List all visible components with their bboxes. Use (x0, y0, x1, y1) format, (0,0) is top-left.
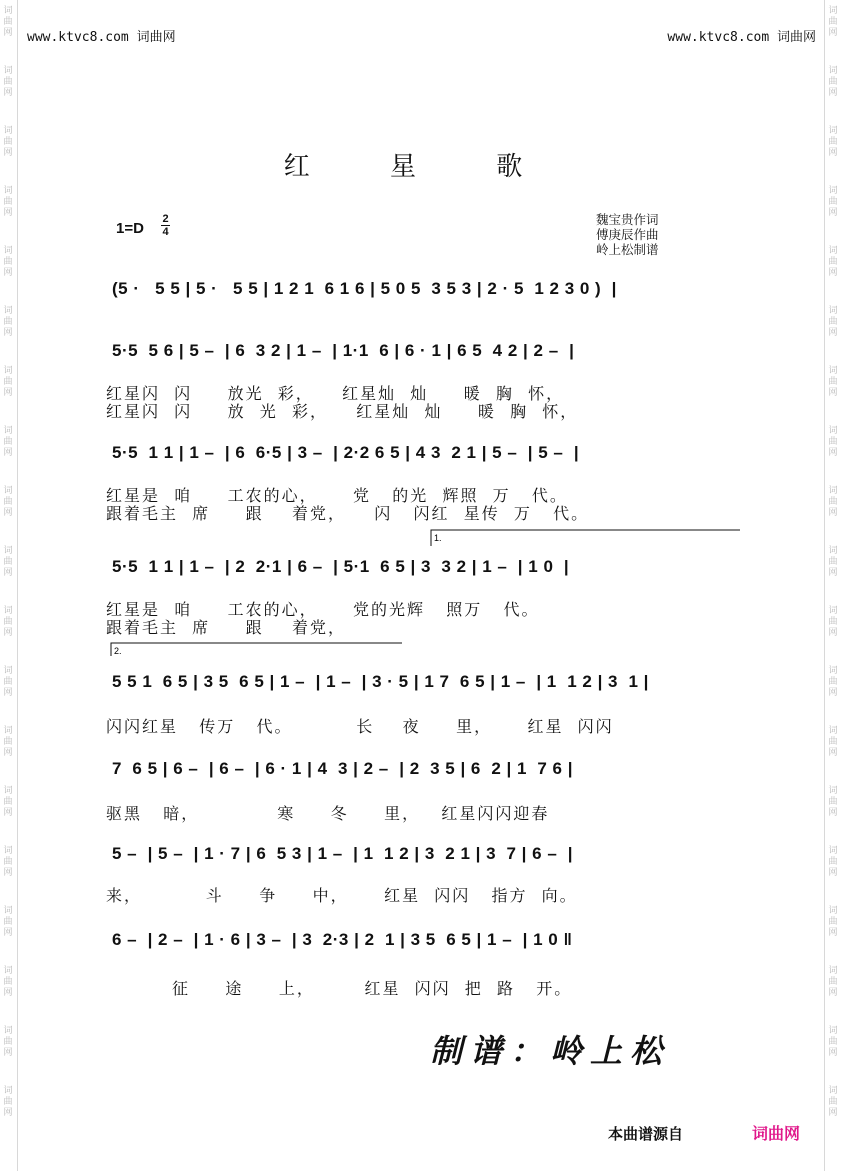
side-watermark: 词曲网 (3, 1086, 13, 1118)
side-watermark: 词曲网 (828, 186, 838, 218)
notation-row-7: 6 – | 2 – | 1 · 6 | 3 – | 3 2·3 | 2 1 | 3 5 6 5 | 1 – | 1 0 ‖ (112, 930, 573, 949)
side-watermark: 词曲网 (3, 786, 13, 818)
side-watermark: 词曲网 (828, 666, 838, 698)
side-watermark: 词曲网 (3, 186, 13, 218)
notation-row-4: 5 5 1 6 5 | 3 5 6 5 | 1 – | 1 – | 3 · 5 | 1 7 6 5 | 1 – | 1 1 2 | 3 1 | (112, 672, 649, 691)
lyric-row-1b: 红星闪 闪 放 光 彩， 红星灿 灿 暖 胸 怀， (106, 402, 579, 421)
transcriber-signature: 制谱：岭上松 (430, 1032, 671, 1070)
side-watermark: 词曲网 (3, 966, 13, 998)
lyric-row-7: 征 途 上， 红星 闪闪 把 路 开。 (172, 979, 573, 998)
side-watermark: 词曲网 (3, 846, 13, 878)
side-watermark: 词曲网 (828, 6, 838, 38)
side-watermark: 词曲网 (828, 846, 838, 878)
source-label: 本曲谱源自 (608, 1125, 684, 1143)
side-watermark: 词曲网 (828, 126, 838, 158)
side-watermark: 词曲网 (828, 486, 838, 518)
site-url-left: www.ktvc8.com 词曲网 (27, 30, 176, 45)
volta-2-label: 2. (114, 646, 122, 656)
lyric-row-4: 闪闪红星 传万 代。 长 夜 里， 红星 闪闪 (106, 717, 614, 736)
side-watermark: 词曲网 (828, 426, 838, 458)
volta-1-bracket (431, 530, 740, 546)
notation-row-3: 5·5 1 1 | 1 – | 2 2·1 | 6 – | 5·1 6 5 | 3 3 2 | 1 – | 1 0 | (112, 557, 570, 576)
source-brand-link[interactable]: 词曲网 (752, 1124, 801, 1143)
notation-row-5: 7 6 5 | 6 – | 6 – | 6 · 1 | 4 3 | 2 – | 2 3 5 | 6 2 | 1 7 6 | (112, 759, 573, 778)
side-watermark: 词曲网 (3, 246, 13, 278)
side-watermark: 词曲网 (3, 66, 13, 98)
side-watermark: 词曲网 (828, 1026, 838, 1058)
side-watermark: 词曲网 (828, 606, 838, 638)
side-watermark: 词曲网 (3, 366, 13, 398)
side-watermark: 词曲网 (3, 546, 13, 578)
song-title: 红 星 歌 (283, 152, 559, 182)
side-watermark: 词曲网 (3, 666, 13, 698)
transcriber-credit: 岭上松制谱 (596, 242, 659, 257)
lyric-row-5: 驱黑 暗， 寒 冬 里， 红星闪闪迎春 (106, 804, 550, 823)
lyric-row-2a: 红星是 咱 工农的心， 党 的光 辉照 万 代。 (106, 486, 568, 505)
volta-1-label: 1. (434, 533, 442, 543)
side-watermark: 词曲网 (828, 306, 838, 338)
side-watermark: 词曲网 (828, 246, 838, 278)
side-watermark: 词曲网 (828, 1086, 838, 1118)
composer-credit: 傅庚辰作曲 (596, 227, 659, 242)
side-watermark: 词曲网 (828, 546, 838, 578)
side-watermark: 词曲网 (828, 366, 838, 398)
side-watermark: 词曲网 (3, 6, 13, 38)
time-signature-bottom: 4 (162, 226, 169, 238)
lyricist-credit: 魏宝贵作词 (596, 212, 659, 227)
notation-row-6: 5 – | 5 – | 1 · 7 | 6 5 3 | 1 – | 1 1 2 | 3 2 1 | 3 7 | 6 – | (112, 844, 573, 863)
time-signature-top: 2 (162, 213, 169, 225)
side-watermark: 词曲网 (3, 486, 13, 518)
side-watermark: 词曲网 (3, 426, 13, 458)
side-watermark: 词曲网 (3, 1026, 13, 1058)
side-watermark: 词曲网 (3, 126, 13, 158)
site-url-right: www.ktvc8.com 词曲网 (667, 30, 816, 45)
side-watermark: 词曲网 (828, 66, 838, 98)
lyric-row-1a: 红星闪 闪 放光 彩， 红星灿 灿 暖 胸 怀， (106, 384, 565, 403)
side-watermark: 词曲网 (828, 906, 838, 938)
side-watermark: 词曲网 (3, 726, 13, 758)
notation-row-intro: (5 · 5 5 | 5 · 5 5 | 1 2 1 6 1 6 | 5 0 5 3 5 3 | 2 · 5 1 2 3 0 ) | (112, 279, 617, 298)
lyric-row-6: 来， 斗 争 中， 红星 闪闪 指方 向。 (106, 886, 578, 905)
key-signature: 1=D (116, 220, 144, 237)
lyric-row-2b: 跟着毛主 席 跟 着党， 闪 闪红 星传 万 代。 (106, 504, 590, 523)
lyric-row-3b: 跟着毛主 席 跟 着党， (106, 618, 346, 637)
volta-2-bracket (111, 643, 402, 656)
side-watermark: 词曲网 (828, 966, 838, 998)
lyric-row-3a: 红星是 咱 工农的心， 党的光辉 照万 代。 (106, 600, 540, 619)
notation-row-2: 5·5 1 1 | 1 – | 6 6·5 | 3 – | 2·2 6 5 | 4 3 2 1 | 5 – | 5 – | (112, 443, 580, 462)
side-watermark: 词曲网 (3, 906, 13, 938)
side-watermark: 词曲网 (3, 306, 13, 338)
side-watermark: 词曲网 (3, 606, 13, 638)
side-watermark: 词曲网 (828, 786, 838, 818)
side-watermark: 词曲网 (828, 726, 838, 758)
notation-row-1: 5·5 5 6 | 5 – | 6 3 2 | 1 – | 1·1 6 | 6 · 1 | 6 5 4 2 | 2 – | (112, 341, 575, 360)
